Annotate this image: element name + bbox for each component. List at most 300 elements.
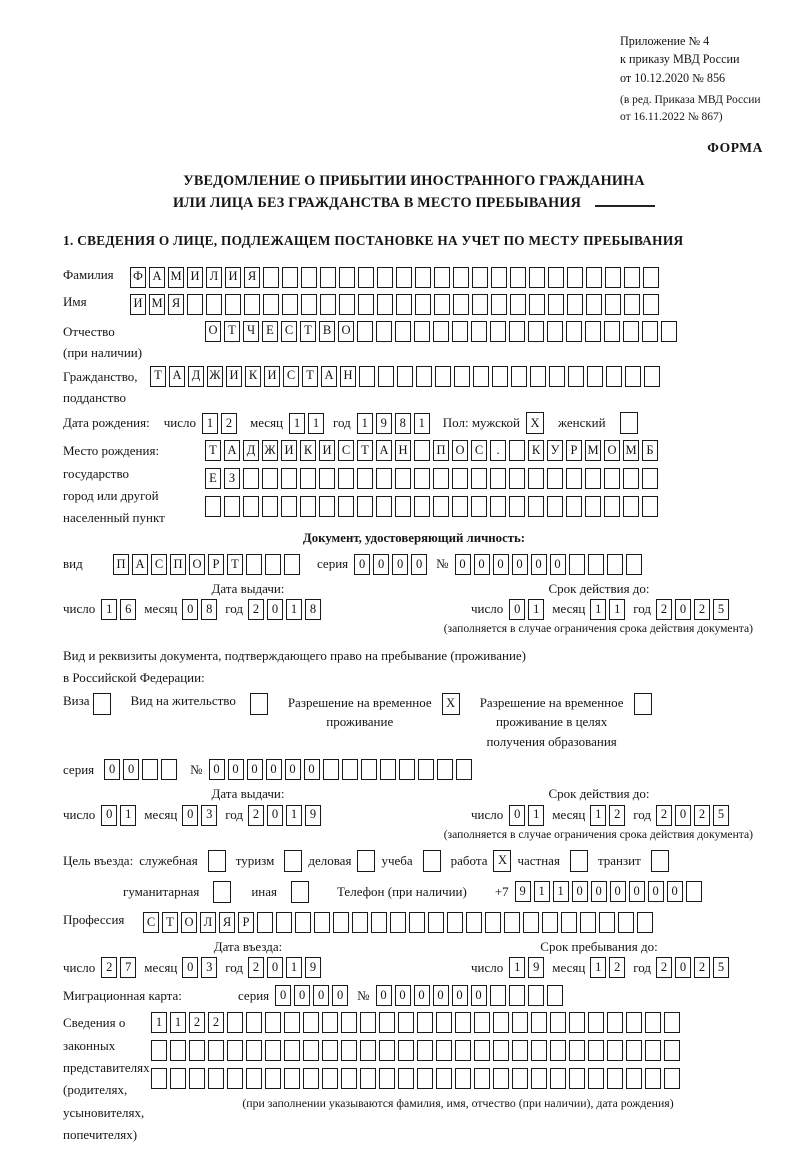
form-cell: 0: [275, 985, 291, 1006]
passport-dates-row: [63, 599, 765, 620]
form-cell: [414, 496, 430, 517]
form-cell: [282, 267, 298, 288]
form-cell: [452, 321, 468, 342]
residence-permit-label: Вид на жительство: [130, 692, 236, 708]
appendix-line3: от 10.12.2020 № 856: [620, 70, 726, 85]
form-cell: [262, 496, 278, 517]
entry-date-group: число 2 7 месяц 0 3 год 2 0 1 9: [63, 957, 324, 978]
purpose-work-label: работа: [450, 852, 488, 868]
form-cell: [510, 294, 526, 315]
form-cell: [531, 1068, 547, 1089]
profession-label: Профессия: [63, 911, 125, 927]
form-cell: [588, 1068, 604, 1089]
birthdate-label: Дата рождения:: [63, 415, 150, 431]
form-cell: [607, 554, 623, 575]
business-checkbox: [357, 850, 375, 872]
form-cell: 0: [474, 554, 490, 575]
form-cell: 2: [609, 957, 625, 978]
form-cell: 2: [101, 957, 117, 978]
form-cell: [453, 294, 469, 315]
form-cell: 0: [104, 759, 120, 780]
form-cell: [303, 1068, 319, 1089]
day-label: число: [163, 415, 196, 431]
form-cell: [338, 496, 354, 517]
form-cell: 0: [182, 599, 198, 620]
form-cell: [605, 294, 621, 315]
form-cell: Я: [244, 267, 260, 288]
form-cell: [301, 294, 317, 315]
form-cell: С: [143, 912, 159, 933]
form-cell: Н: [340, 366, 356, 387]
form-cell: [380, 759, 396, 780]
purpose-tourism-label: туризм: [235, 852, 275, 868]
form-cell: [376, 496, 392, 517]
form-cell: Ч: [243, 321, 259, 342]
purpose-humanitarian-label: гуманитарная: [123, 883, 200, 899]
form-cell: [423, 850, 441, 872]
form-cell: П: [170, 554, 186, 575]
form-cell: [376, 468, 392, 489]
form-cell: [360, 1068, 376, 1089]
form-cell: 0: [471, 985, 487, 1006]
form-cell: [566, 496, 582, 517]
form-cell: [398, 1068, 414, 1089]
citizenship-row: [63, 366, 765, 409]
form-cell: Т: [227, 554, 243, 575]
form-cell: [529, 294, 545, 315]
name-row: [63, 294, 765, 315]
form-cell: [265, 554, 281, 575]
form-cell: [634, 693, 652, 715]
birthplace-row3-cells: [205, 496, 661, 517]
form-cell: А: [224, 440, 240, 461]
form-cell: X: [493, 850, 511, 872]
entry-dates-header: [63, 939, 765, 955]
form-cell: Б: [642, 440, 658, 461]
form-cell: [282, 294, 298, 315]
number-label3: №: [357, 987, 370, 1003]
form-cell: [377, 267, 393, 288]
other-checkbox: [291, 881, 309, 903]
form-cell: [338, 468, 354, 489]
birthplace-row1-cells: [205, 440, 661, 461]
form-cell: О: [604, 440, 620, 461]
form-cell: [409, 912, 425, 933]
form-cell: 0: [294, 985, 310, 1006]
form-cell: [434, 267, 450, 288]
form-cell: [493, 1012, 509, 1033]
form-cell: 2: [656, 599, 672, 620]
form-cell: [623, 321, 639, 342]
form-cell: [414, 440, 430, 461]
form-cell: [358, 267, 374, 288]
form-cell: [626, 1040, 642, 1061]
form-cell: [395, 468, 411, 489]
form-cell: Д: [188, 366, 204, 387]
form-cell: 9: [515, 881, 531, 902]
form-cell: [263, 294, 279, 315]
form-cell: [213, 881, 231, 903]
form-cell: [473, 366, 489, 387]
form-cell: 1: [101, 599, 117, 620]
form-cell: А: [169, 366, 185, 387]
res-number-cells: [209, 759, 475, 780]
form-cell: Т: [300, 321, 316, 342]
form-cell: И: [187, 267, 203, 288]
form-cell: 1: [509, 957, 525, 978]
form-cell: [379, 1012, 395, 1033]
citizenship-label: Гражданство, подданство: [63, 368, 138, 406]
form-cell: К: [245, 366, 261, 387]
form-cell: [604, 321, 620, 342]
appendix-line2: к приказу МВД России: [620, 52, 740, 67]
form-cell: [637, 912, 653, 933]
form-cell: [224, 496, 240, 517]
form-cell: [437, 759, 453, 780]
form-cell: [607, 1012, 623, 1033]
birthdate-row: [63, 412, 765, 434]
title-line2: ИЛИ ЛИЦА БЕЗ ГРАЖДАНСТВА В МЕСТО ПРЕБЫВАНИЯ: [63, 192, 765, 214]
purpose-label: Цель въезда:: [63, 852, 134, 868]
plus7-label: +7: [494, 883, 509, 899]
form-cell: Т: [205, 440, 221, 461]
form-cell: 2: [248, 599, 264, 620]
form-cell: 0: [531, 554, 547, 575]
title-line1: УВЕДОМЛЕНИЕ О ПРИБЫТИИ ИНОСТРАННОГО ГРАЖДАНИНА: [183, 173, 645, 190]
surname-label: Фамилия: [63, 266, 114, 282]
form-cell: [359, 366, 375, 387]
form-cell: [399, 759, 415, 780]
reps-row1-cells: [151, 1012, 765, 1033]
form-cell: 3: [201, 805, 217, 826]
form-cell: 1: [590, 957, 606, 978]
form-cell: 0: [247, 759, 263, 780]
res-series-cells: [104, 759, 180, 780]
form-cell: [491, 267, 507, 288]
birthplace-label: Место рождения: государство город или другой населенный пункт: [63, 443, 165, 525]
representatives-block: [63, 1012, 765, 1146]
form-cell: А: [376, 440, 392, 461]
form-cell: [398, 1012, 414, 1033]
purpose-official-label: служебная: [139, 852, 198, 868]
surname-row: [63, 267, 765, 288]
form-cell: 9: [376, 413, 392, 434]
entry-date-label: Дата въезда:: [213, 938, 283, 954]
blank-underline: [595, 194, 655, 207]
form-cell: [509, 468, 525, 489]
form-cell: [433, 496, 449, 517]
birth-month-cells: [289, 413, 327, 434]
form-cell: 0: [675, 957, 691, 978]
form-cell: [547, 321, 563, 342]
form-cell: [357, 850, 375, 872]
private-checkbox: [570, 850, 588, 872]
official-checkbox: [208, 850, 226, 872]
entry-dates-row: [63, 957, 765, 978]
migration-card-label: Миграционная карта:: [63, 987, 182, 1003]
form-cell: [509, 985, 525, 1006]
form-cell: [530, 366, 546, 387]
form-cell: 1: [286, 957, 302, 978]
surname-cells: [130, 267, 662, 288]
number-label2: №: [190, 761, 203, 777]
form-cell: Т: [302, 366, 318, 387]
form-cell: [509, 496, 525, 517]
form-cell: К: [300, 440, 316, 461]
form-cell: [320, 267, 336, 288]
form-cell: [549, 366, 565, 387]
form-cell: [452, 468, 468, 489]
form-cell: 0: [414, 985, 430, 1006]
form-cell: [436, 1040, 452, 1061]
name-cells: [130, 294, 662, 315]
form-cell: [586, 267, 602, 288]
form-cell: [227, 1040, 243, 1061]
form-cell: [599, 912, 615, 933]
form-cell: [531, 1012, 547, 1033]
phone-cells: [515, 881, 705, 902]
form-cell: [360, 1012, 376, 1033]
form-cell: [626, 554, 642, 575]
profession-row: [63, 912, 765, 933]
form-cell: [435, 366, 451, 387]
form-cell: [227, 1012, 243, 1033]
form-cell: 1: [553, 881, 569, 902]
form-cell: [189, 1040, 205, 1061]
residence-dates-header: Дата выдачи: Срок действия до:: [211, 786, 650, 802]
form-cell: 1: [357, 413, 373, 434]
form-cell: [570, 850, 588, 872]
entry-purpose-row: [63, 850, 765, 872]
form-cell: [265, 1068, 281, 1089]
year-label: год: [333, 415, 351, 431]
form-cell: 5: [713, 957, 729, 978]
form-cell: [295, 912, 311, 933]
form-cell: Е: [205, 468, 221, 489]
appendix-line1: Приложение № 4: [620, 34, 710, 48]
identity-doc-heading: Документ, удостоверяющий личность:: [302, 530, 526, 545]
form-cell: [586, 294, 602, 315]
form-cell: X: [526, 412, 544, 434]
form-cell: [561, 912, 577, 933]
form-cell: 0: [509, 599, 525, 620]
birthplace-cells-column: [205, 440, 661, 524]
form-cell: [341, 1040, 357, 1061]
form-cell: 2: [609, 805, 625, 826]
form-cell: [379, 1040, 395, 1061]
form-cell: 0: [572, 881, 588, 902]
form-cell: [456, 759, 472, 780]
visa-label: Виза: [63, 692, 90, 708]
form-cell: [357, 496, 373, 517]
form-cell: 2: [656, 957, 672, 978]
study-checkbox: [423, 850, 441, 872]
form-cell: [625, 366, 641, 387]
form-cell: [645, 1068, 661, 1089]
form-cell: [303, 1012, 319, 1033]
form-cell: 3: [201, 957, 217, 978]
form-cell: 2: [221, 413, 237, 434]
form-cell: И: [130, 294, 146, 315]
form-cell: 0: [332, 985, 348, 1006]
form-cell: [281, 496, 297, 517]
form-cell: 2: [248, 805, 264, 826]
form-cell: [568, 366, 584, 387]
representatives-cells-column: [151, 1012, 765, 1111]
form-cell: 0: [648, 881, 664, 902]
temp-residence-edu-label: Разрешение на временное проживание в целях получения образования: [479, 694, 624, 749]
form-cell: [397, 366, 413, 387]
purpose-private-label: частная: [517, 852, 560, 868]
form-cell: [492, 366, 508, 387]
form-cell: [208, 850, 226, 872]
form-cell: И: [281, 440, 297, 461]
series-label2: серия: [63, 761, 95, 777]
form-cell: [643, 294, 659, 315]
temp-residence-label: Разрешение на временное проживание: [287, 694, 432, 730]
form-cell: [642, 468, 658, 489]
form-cell: [604, 468, 620, 489]
form-cell: [352, 912, 368, 933]
form-cell: С: [283, 366, 299, 387]
form-cell: 1: [609, 599, 625, 620]
appendix-block: [620, 32, 765, 125]
form-cell: [528, 985, 544, 1006]
form-cell: [588, 1040, 604, 1061]
form-cell: Т: [150, 366, 166, 387]
form-cell: [509, 440, 525, 461]
form-cell: [300, 468, 316, 489]
form-cell: 7: [120, 957, 136, 978]
form-cell: [567, 267, 583, 288]
form-cell: [357, 468, 373, 489]
res-valid-year-cells: [656, 805, 732, 826]
form-cell: Т: [357, 440, 373, 461]
form-cell: [398, 1040, 414, 1061]
form-cell: П: [433, 440, 449, 461]
form-cell: 0: [267, 599, 283, 620]
form-cell: [528, 321, 544, 342]
form-cell: [493, 1040, 509, 1061]
form-cell: Ж: [207, 366, 223, 387]
form-cell: 5: [713, 805, 729, 826]
number-label: №: [436, 556, 449, 572]
form-cell: М: [149, 294, 165, 315]
form-cell: 1: [528, 805, 544, 826]
form-cell: 0: [209, 759, 225, 780]
form-cell: [396, 267, 412, 288]
stay-month-cells: [590, 957, 628, 978]
form-cell: [664, 1012, 680, 1033]
form-cell: [257, 912, 273, 933]
form-cell: [170, 1040, 186, 1061]
form-cell: 1: [151, 1012, 167, 1033]
representatives-note: (при заполнении указываются фамилия, имя, отчество (при наличии), дата рождения): [242, 1096, 674, 1111]
form-cell: [246, 1068, 262, 1089]
form-cell: 2: [248, 957, 264, 978]
form-cell: 0: [509, 805, 525, 826]
form-cell: [528, 468, 544, 489]
form-cell: [626, 1068, 642, 1089]
form-cell: [417, 1040, 433, 1061]
form-cell: [548, 267, 564, 288]
form-cell: Л: [200, 912, 216, 933]
form-cell: 0: [452, 985, 468, 1006]
form-cell: 8: [395, 413, 411, 434]
form-cell: [455, 1012, 471, 1033]
doc-kind-cells: [113, 554, 303, 575]
birthplace-block: [63, 440, 765, 528]
residence-permit-checkbox: [250, 693, 268, 715]
form-cell: М: [168, 267, 184, 288]
form-cell: 0: [395, 985, 411, 1006]
form-cell: Р: [208, 554, 224, 575]
form-cell: 0: [123, 759, 139, 780]
form-cell: 1: [286, 599, 302, 620]
form-cell: [512, 1040, 528, 1061]
form-cell: 2: [208, 1012, 224, 1033]
form-cell: 8: [305, 599, 321, 620]
form-cell: [566, 321, 582, 342]
form-cell: О: [338, 321, 354, 342]
form-cell: [433, 321, 449, 342]
form-cell: 5: [713, 599, 729, 620]
form-cell: 0: [610, 881, 626, 902]
form-cell: [528, 496, 544, 517]
form-cell: [585, 321, 601, 342]
form-cell: А: [149, 267, 165, 288]
res-valid-day-cells: [509, 805, 547, 826]
form-cell: [414, 468, 430, 489]
form-cell: И: [226, 366, 242, 387]
reps-row2-cells: [151, 1040, 765, 1061]
form-cell: [664, 1040, 680, 1061]
form-cell: 0: [182, 957, 198, 978]
birthplace-row2-cells: [205, 468, 661, 489]
form-cell: Н: [395, 440, 411, 461]
res-issue-month-cells: [182, 805, 220, 826]
form-cell: К: [528, 440, 544, 461]
form-cell: [548, 294, 564, 315]
form-cell: [580, 912, 596, 933]
form-cell: [300, 496, 316, 517]
form-cell: X: [442, 693, 460, 715]
form-cell: [490, 321, 506, 342]
form-cell: 2: [694, 805, 710, 826]
residence-doc-number-row: [63, 759, 765, 780]
form-cell: [490, 468, 506, 489]
series-label: серия: [317, 556, 349, 572]
form-cell: [319, 496, 335, 517]
form-cell: 0: [228, 759, 244, 780]
doc-number-cells: [455, 554, 645, 575]
residence-issue-group: число 0 1 месяц 0 3 год 2 0 1 9: [63, 805, 324, 826]
mig-number-cells: [376, 985, 566, 1006]
residence-valid-group: число 0 1 месяц 1 2 год 2 0 2 5: [471, 805, 732, 826]
form-cell: 0: [313, 985, 329, 1006]
representatives-label: Сведения о законных представителях (родителях, усыновителях, попечителях): [63, 1015, 150, 1143]
pass-issue-year-cells: [248, 599, 324, 620]
form-cell: [645, 1012, 661, 1033]
document-title: [63, 170, 765, 214]
form-cell: [379, 1068, 395, 1089]
form-cell: [547, 985, 563, 1006]
residence-dates-row: [63, 805, 765, 826]
form-cell: [624, 267, 640, 288]
form-cell: 9: [528, 957, 544, 978]
form-cell: [542, 912, 558, 933]
form-cell: [161, 759, 177, 780]
